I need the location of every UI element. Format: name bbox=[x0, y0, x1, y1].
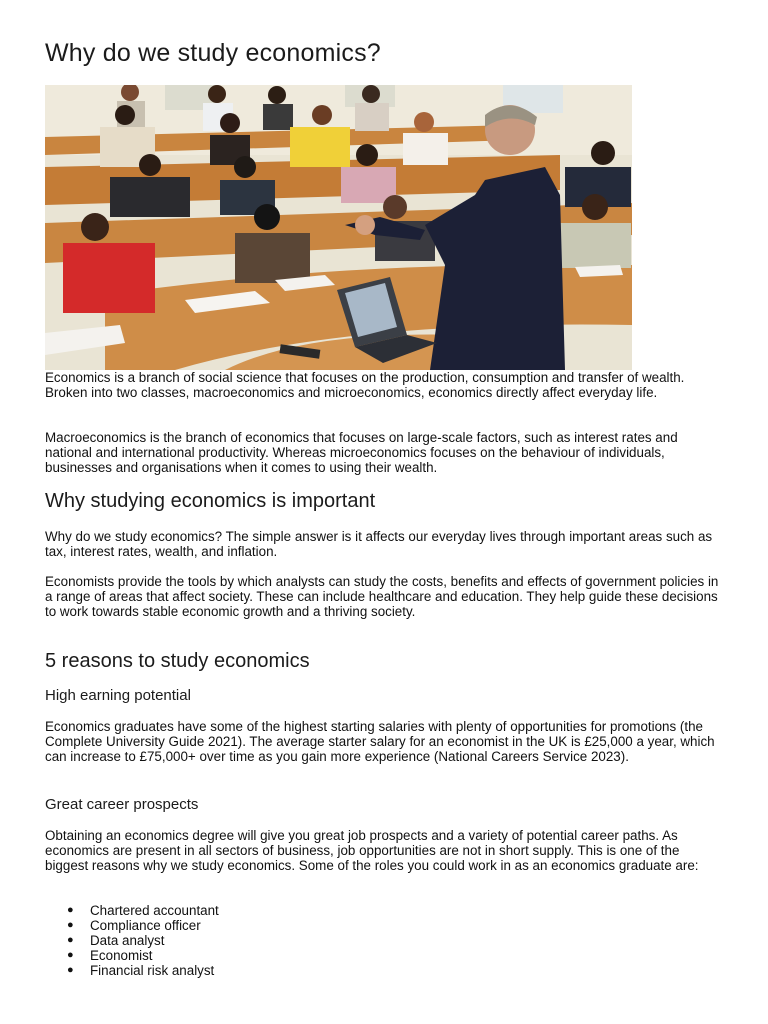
earning-heading: High earning potential bbox=[45, 687, 191, 704]
bullet-icon: ● bbox=[67, 964, 74, 976]
list-item: ● Compliance officer bbox=[67, 918, 201, 933]
bullet-icon: ● bbox=[67, 919, 74, 931]
list-item: ● Financial risk analyst bbox=[67, 963, 215, 978]
list-item: ● Chartered accountant bbox=[67, 903, 219, 918]
bullet-icon: ● bbox=[67, 949, 74, 961]
earning-paragraph: Economics graduates have some of the highest starting salaries with plenty of opportunities for promotions (the Complete University Guide 2021). The average starter salary for an economist in the UK is £25,000 a year, which can increase to £75,000+ over time as you gain more experience (National Careers Service 2023). bbox=[45, 719, 715, 764]
career-roles-list bbox=[45, 903, 219, 978]
intro-paragraph-1: Economics is a branch of social science that focuses on the production, consumption and transfer of wealth. Broken into two classes, macroeconomics and microeconomics, economics directly affect everyday life. bbox=[45, 370, 685, 400]
bullet-icon: ● bbox=[67, 934, 74, 946]
importance-heading: Why studying economics is important bbox=[45, 490, 376, 512]
page-title: Why do we study economics? bbox=[45, 39, 381, 67]
lecture-photo bbox=[45, 85, 632, 370]
list-item: ● Data analyst bbox=[67, 933, 165, 948]
list-item: ● Economist bbox=[67, 948, 153, 963]
importance-paragraph-2: Economists provide the tools by which analysts can study the costs, benefits and effects of government policies in a range of areas that affect society. These can include healthcare and education. They help guide these decisions to work towards stable economic growth and a thriving society. bbox=[45, 574, 719, 619]
bullet-icon: ● bbox=[67, 904, 74, 916]
career-heading: Great career prospects bbox=[45, 796, 199, 813]
career-paragraph: Obtaining an economics degree will give you great job prospects and a variety of potential career paths. As economics are present in all sectors of business, job opportunities are not in short supply. This is one of the biggest reasons why we study economics. Some of the roles you could work in as an economics graduate are: bbox=[45, 828, 699, 873]
intro-paragraph-2: Macroeconomics is the branch of economics that focuses on large-scale factors, such as interest rates and national and international productivity. Whereas microeconomics focuses on the behaviour of individuals, businesses and organisations when it comes to using their wealth. bbox=[45, 430, 678, 475]
reasons-heading: 5 reasons to study economics bbox=[45, 650, 310, 672]
importance-paragraph-1: Why do we study economics? The simple answer is it affects our everyday lives through important areas such as tax, interest rates, wealth, and inflation. bbox=[45, 529, 713, 559]
